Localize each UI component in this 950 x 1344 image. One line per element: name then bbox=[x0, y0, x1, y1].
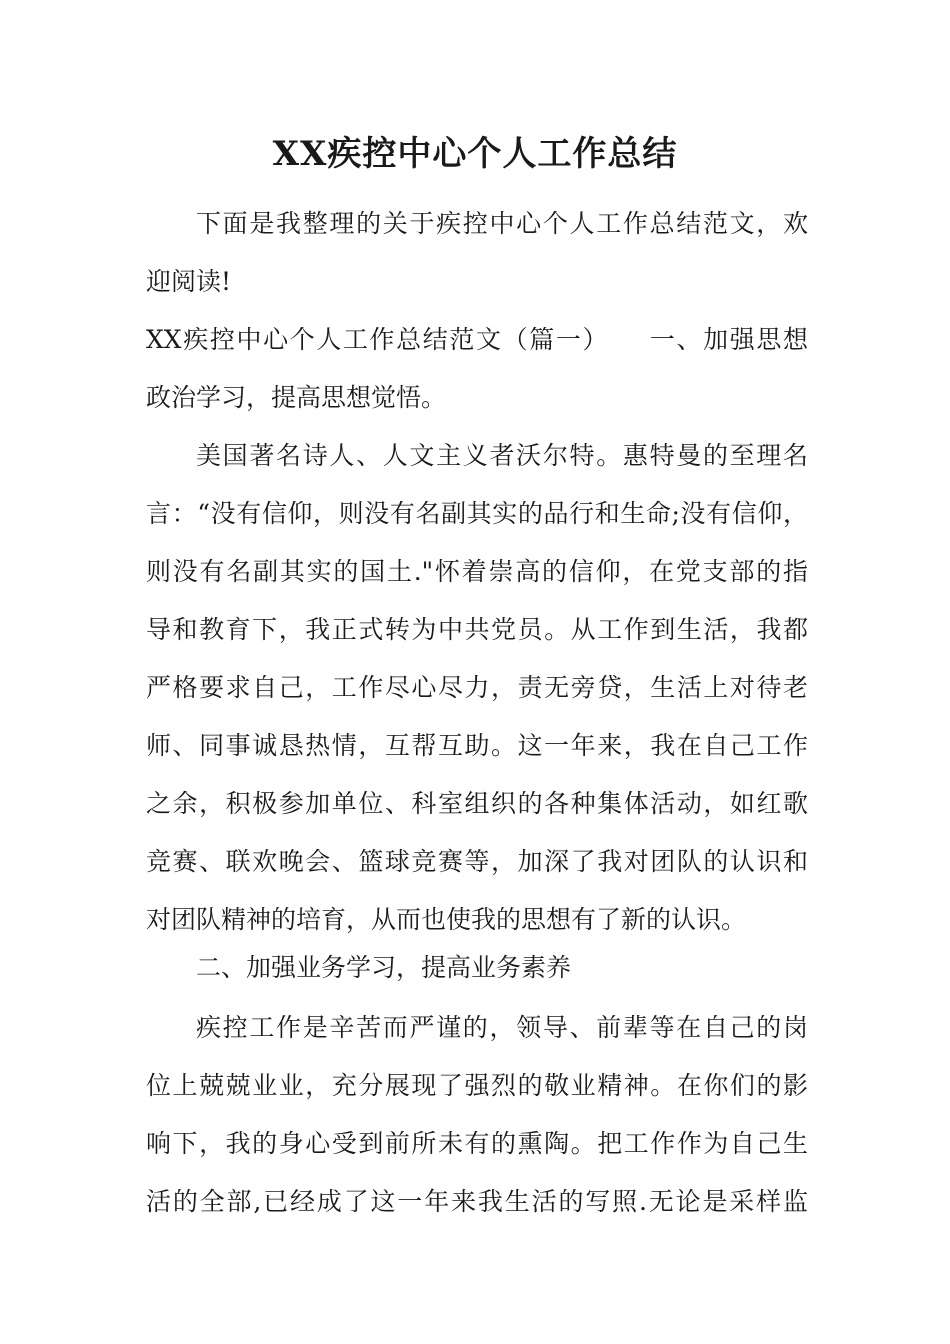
paragraph-line: 疾控工作是辛苦而严谨的，领导、前辈等在自己的岗 bbox=[196, 1013, 808, 1042]
paragraph-line: 位上兢兢业业，充分展现了强烈的敬业精神。在你们的影 bbox=[146, 1071, 808, 1100]
paragraph-line: 下面是我整理的关于疾控中心个人工作总结范文，欢 bbox=[196, 209, 808, 238]
paragraph-line: 之余，积极参加单位、科室组织的各种集体活动，如红歌 bbox=[146, 789, 808, 818]
paragraph-line: 导和教育下，我正式转为中共党员。从工作到生活，我都 bbox=[146, 615, 808, 644]
paragraph-line: 活的全部,已经成了这一年来我生活的写照.无论是采样监 bbox=[146, 1187, 808, 1216]
section-heading: 二、加强业务学习，提高业务素养 bbox=[196, 953, 572, 982]
paragraph-line: 美国著名诗人、人文主义者沃尔特。惠特曼的至理名 bbox=[196, 441, 808, 470]
paragraph-line: 迎阅读! bbox=[146, 267, 232, 296]
paragraph-line: 师、同事诚恳热情，互帮互助。这一年来，我在自己工作 bbox=[146, 731, 808, 760]
paragraph-line: 响下，我的身心受到前所未有的熏陶。把工作作为自己生 bbox=[146, 1129, 808, 1158]
paragraph-line: 竞赛、联欢晚会、篮球竞赛等，加深了我对团队的认识和 bbox=[146, 847, 808, 876]
paragraph-line: 言：“没有信仰，则没有名副其实的品行和生命;没有信仰， bbox=[146, 499, 808, 528]
paragraph-line: 对团队精神的培育，从而也使我的思想有了新的认识。 bbox=[146, 905, 747, 934]
paragraph-line: 严格要求自己，工作尽心尽力，责无旁贷，生活上对待老 bbox=[146, 673, 808, 702]
paragraph-line: 政治学习，提高思想觉悟。 bbox=[146, 383, 447, 412]
paragraph-line: 则没有名副其实的国土."怀着崇高的信仰，在党支部的指 bbox=[146, 557, 808, 586]
paragraph-line: XX疾控中心个人工作总结范文（篇一） 一、加强思想 bbox=[146, 325, 808, 354]
document-title: XX疾控中心个人工作总结 bbox=[272, 134, 678, 174]
